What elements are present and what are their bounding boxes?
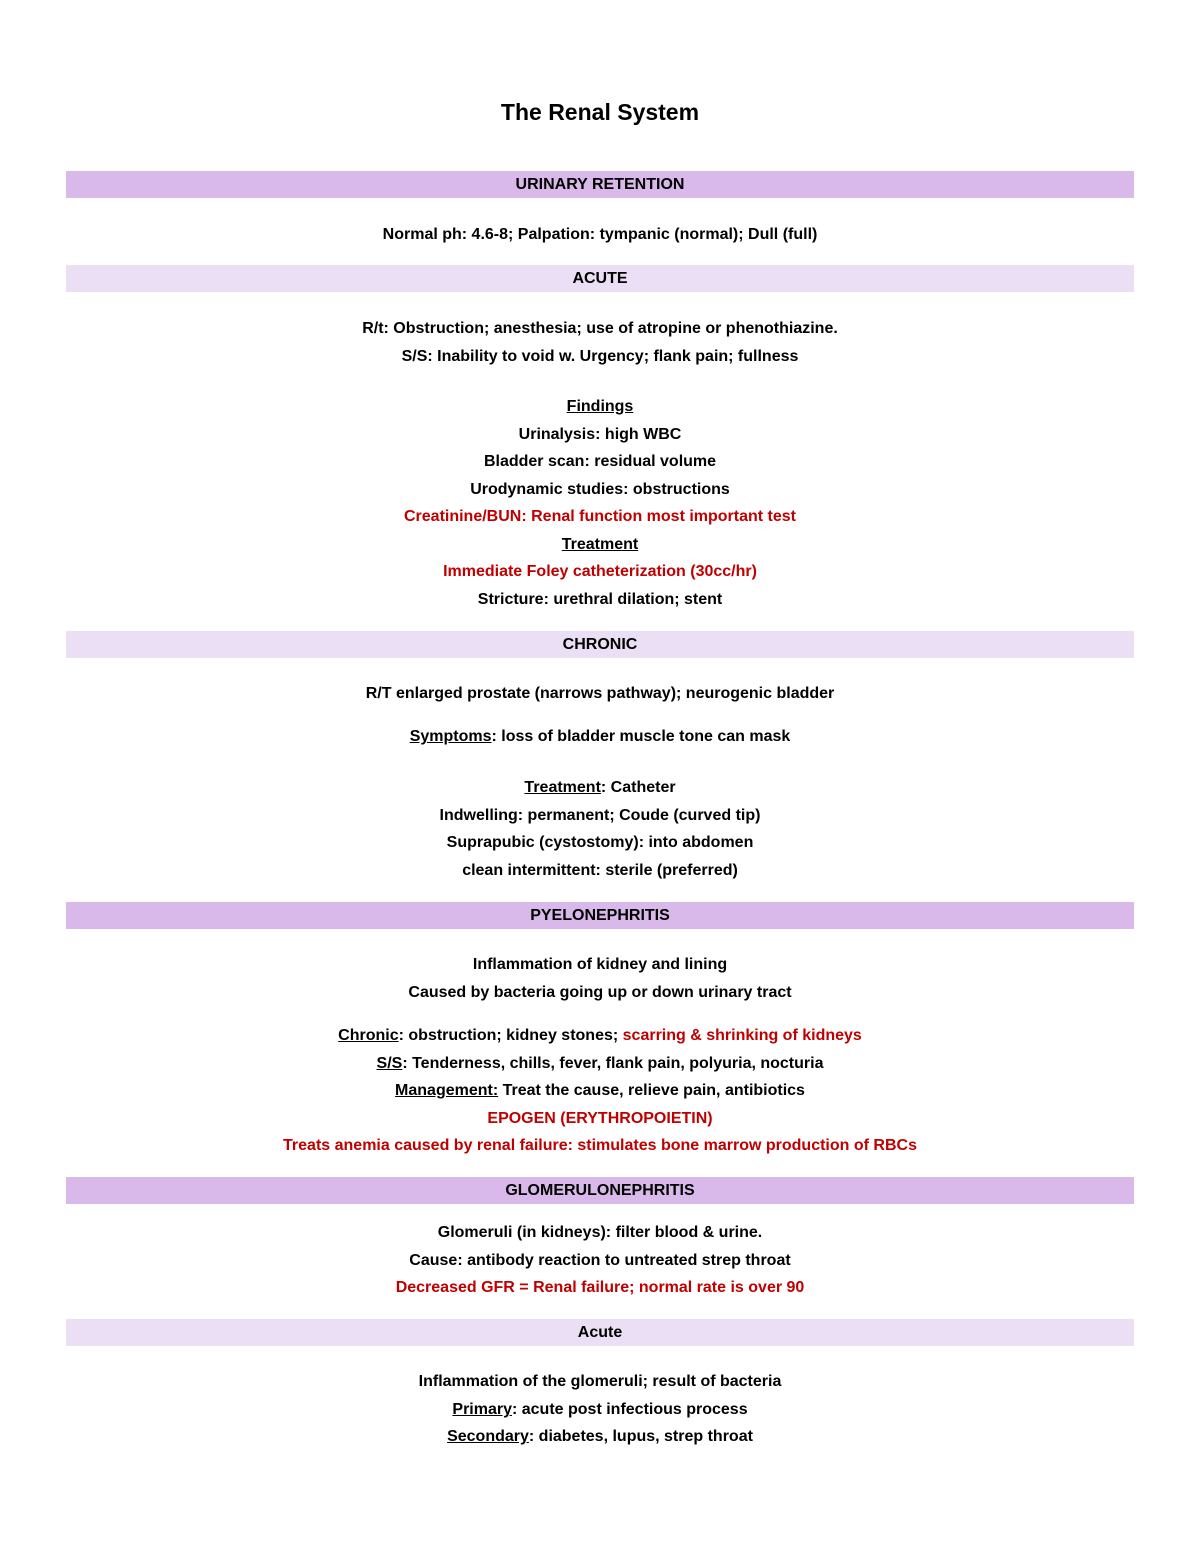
catheter-suprapubic: Suprapubic (cystostomy): into abdomen	[446, 834, 754, 851]
pyelo-description-1: Inflammation of kidney and lining	[472, 956, 728, 973]
finding-creatinine-bun: Creatinine/BUN: Renal function most important test	[403, 508, 797, 525]
section-header-acute: ACUTE	[66, 265, 1134, 292]
primary-label: Primary	[452, 1401, 512, 1418]
primary-text: : acute post infectious process	[511, 1401, 748, 1418]
findings-heading: Findings	[566, 398, 634, 415]
chronic-symptoms-line	[0, 726, 1200, 748]
treatment-heading: Treatment	[561, 536, 639, 553]
pyelo-management-line	[0, 1080, 1200, 1102]
section-header-urinary-retention: URINARY RETENTION	[66, 171, 1134, 198]
acute-glomerulo-inflammation: Inflammation of the glomeruli; result of bacteria	[418, 1373, 782, 1390]
chronic-treatment-label: Treatment	[524, 779, 601, 796]
epogen-heading: EPOGEN (ERYTHROPOIETIN)	[487, 1110, 713, 1127]
epogen-description: Treats anemia caused by renal failure: stimulates bone marrow production of RBCs	[283, 1137, 917, 1154]
secondary-label: Secondary	[447, 1428, 529, 1445]
finding-bladder-scan: Bladder scan: residual volume	[483, 453, 717, 470]
pyelo-ss-text: : Tenderness, chills, fever, flank pain, polyuria, nocturia	[402, 1055, 824, 1072]
pyelo-chronic-text: : obstruction; kidney stones;	[398, 1027, 623, 1044]
finding-urodynamic: Urodynamic studies: obstructions	[470, 481, 730, 498]
normal-values-line: Normal ph: 4.6-8; Palpation: tympanic (normal); Dull (full)	[382, 226, 818, 243]
treatment-stricture: Stricture: urethral dilation; stent	[477, 591, 723, 608]
chronic-related-to: R/T enlarged prostate (narrows pathway); neurogenic bladder	[365, 685, 835, 702]
symptoms-label: Symptoms	[409, 728, 492, 745]
pyelo-management-label: Management:	[395, 1082, 499, 1099]
treatment-foley: Immediate Foley catheterization (30cc/hr)	[443, 563, 757, 580]
finding-urinalysis: Urinalysis: high WBC	[518, 426, 682, 443]
section-header-pyelonephritis: PYELONEPHRITIS	[66, 902, 1134, 929]
acute-related-to: R/t: Obstruction; anesthesia; use of atropine or phenothiazine.	[362, 320, 838, 337]
page-title: The Renal System	[500, 99, 700, 125]
pyelo-chronic-label: Chronic	[338, 1027, 399, 1044]
acute-glomerulo-secondary-line	[0, 1426, 1200, 1448]
symptoms-text: : loss of bladder muscle tone can mask	[491, 728, 791, 745]
pyelo-management-text: Treat the cause, relieve pain, antibiotics	[498, 1082, 805, 1099]
chronic-treatment-text: : Catheter	[600, 779, 676, 796]
section-header-glomerulonephritis: GLOMERULONEPHRITIS	[66, 1177, 1134, 1204]
pyelo-chronic-line	[0, 1025, 1200, 1047]
pyelo-description-2: Caused by bacteria going up or down urinary tract	[408, 984, 792, 1001]
section-header-acute-glomerulo: Acute	[66, 1319, 1134, 1346]
secondary-text: : diabetes, lupus, strep throat	[528, 1428, 753, 1445]
section-header-chronic: CHRONIC	[66, 631, 1134, 658]
chronic-treatment-line	[0, 777, 1200, 799]
glomeruli-cause: Cause: antibody reaction to untreated strep throat	[409, 1252, 791, 1269]
glomeruli-definition: Glomeruli (in kidneys): filter blood & urine.	[437, 1224, 763, 1241]
catheter-indwelling: Indwelling: permanent; Coude (curved tip)	[439, 807, 761, 824]
glomeruli-gfr: Decreased GFR = Renal failure; normal rate is over 90	[395, 1279, 805, 1296]
acute-signs-symptoms: S/S: Inability to void w. Urgency; flank pain; fullness	[401, 348, 799, 365]
pyelo-ss-label: S/S	[376, 1055, 403, 1072]
catheter-intermittent: clean intermittent: sterile (preferred)	[462, 862, 738, 879]
pyelo-chronic-red: scarring & shrinking of kidneys	[622, 1027, 862, 1044]
acute-glomerulo-primary-line	[0, 1399, 1200, 1421]
pyelo-ss-line	[0, 1053, 1200, 1075]
